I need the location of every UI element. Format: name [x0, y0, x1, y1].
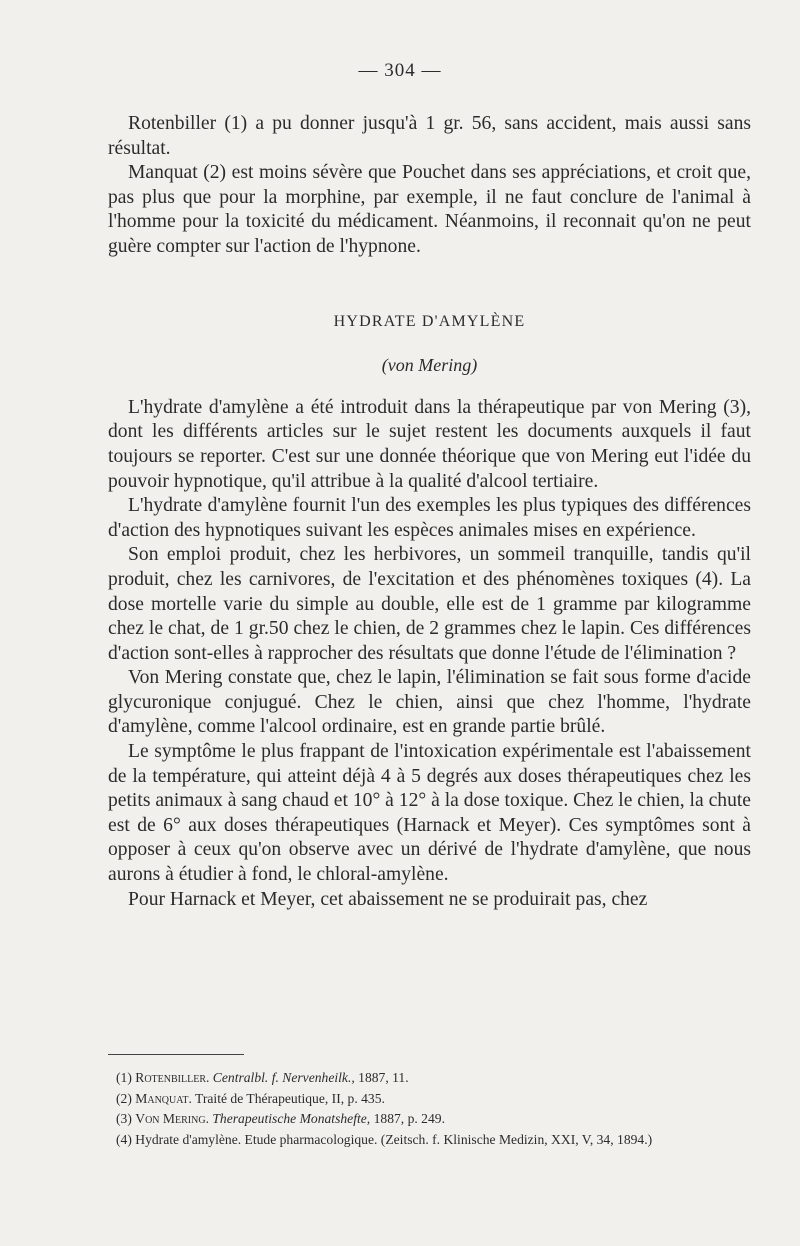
paragraph: Pour Harnack et Meyer, cet abaissement ne se produirait pas, chez — [128, 888, 648, 910]
paragraph: Le symptôme le plus frappant de l'intoxication expérimentale est l'abaissement de la température, qui atteint déjà 4 à 5 degrés aux doses thérapeutiques chez les petits animaux à sang chaud et 10° à 12° à la dose toxique. Chez le chien, la chute est de 6° aux doses thérapeutiques (Harnack et Meyer). Ces symptômes sont à opposer à ceux qu'on observe avec un dérivé de l'hydrate d'amylène, que nous aurons à étudier à fond, le chloral-amylène. — [108, 741, 752, 886]
footnote-text: 1887, 11. — [358, 1070, 409, 1085]
footnotes — [108, 1068, 751, 1150]
footnote-author: Manquat. — [135, 1090, 192, 1106]
paragraph: Manquat (2) est moins sévère que Pouchet dans ses appréciations, et croit que, pas plus que pour la morphine, par exemple, il ne faut conclure de l'animal à l'homme pour la toxicité du médicament. Néanmoins, il reconnait qu'on ne peut guère compter sur l'action de l'hypnone. — [108, 162, 751, 257]
footnote-text: 1887, p. 249. — [373, 1111, 445, 1126]
main-text — [108, 112, 751, 912]
paragraph: Rotenbiller (1) a pu donner jusqu'à 1 gr. 56, sans accident, mais aussi sans résultat. — [108, 113, 751, 159]
paragraph: L'hydrate d'amylène fournit l'un des exemples les plus typiques des différences d'action des hypnotiques suivant les espèces animales mises en expérience. — [108, 495, 751, 541]
paragraph: Son emploi produit, chez les herbivores, un sommeil tranquille, tandis qu'il produit, chez les carnivores, de l'excitation et des phénomènes toxiques (4). La dose mortelle varie du simple au double, elle est de 1 gramme par kilogramme chez le chat, de 1 gr.50 chez le chien, de 2 grammes chez le lapin. Ces différences d'action sont-elles à rapprocher des résultats que donne l'étude de l'élimination ? — [108, 544, 751, 664]
footnote-source: Therapeutische Monatshefte, — [212, 1111, 371, 1126]
footnote-number: (3) — [116, 1111, 132, 1126]
paragraph: L'hydrate d'amylène a été introduit dans la thérapeutique par von Mering (3), dont les différents articles sur le sujet restent les documents auxquels il faut toujours se reporter. C'est sur une donnée théorique que von Mering eut l'idée du pouvoir hypnotique, qu'il attribue à la qualité d'alcool tertiaire. — [108, 396, 751, 492]
footnote — [108, 1109, 751, 1130]
footnote-author: Rotenbiller. — [135, 1070, 210, 1085]
footnote — [108, 1130, 751, 1151]
section-subtitle: (von Mering) — [381, 355, 478, 376]
footnote-divider — [108, 1054, 244, 1055]
footnote — [108, 1089, 751, 1110]
footnote-number: (1) — [116, 1070, 132, 1085]
footnote-number: (2) — [116, 1090, 132, 1106]
footnote-source: Centralbl. f. Nervenheilk., — [212, 1070, 355, 1085]
paragraph: Von Mering constate que, chez le lapin, l'élimination se fait sous forme d'acide glycuronique conjugué. Chez le chien, ainsi que chez l'homme, l'hydrate d'amylène, comme l'alcool ordinaire, est en grande partie brûlé. — [108, 667, 751, 738]
footnote-text: Traité de Thérapeutique, II, p. 435. — [195, 1090, 385, 1106]
footnote — [108, 1068, 751, 1089]
page-number: — 304 — — [358, 60, 442, 81]
section-title: HYDRATE D'AMYLÈNE — [333, 312, 526, 330]
footnote-text: Hydrate d'amylène. Etude pharmacologique. (Zeitsch. f. Klinische Medizin, XXI, V, 34, 1894.) — [135, 1131, 653, 1147]
footnote-number: (4) — [116, 1131, 132, 1147]
footnote-author: Von Mering. — [135, 1111, 209, 1126]
